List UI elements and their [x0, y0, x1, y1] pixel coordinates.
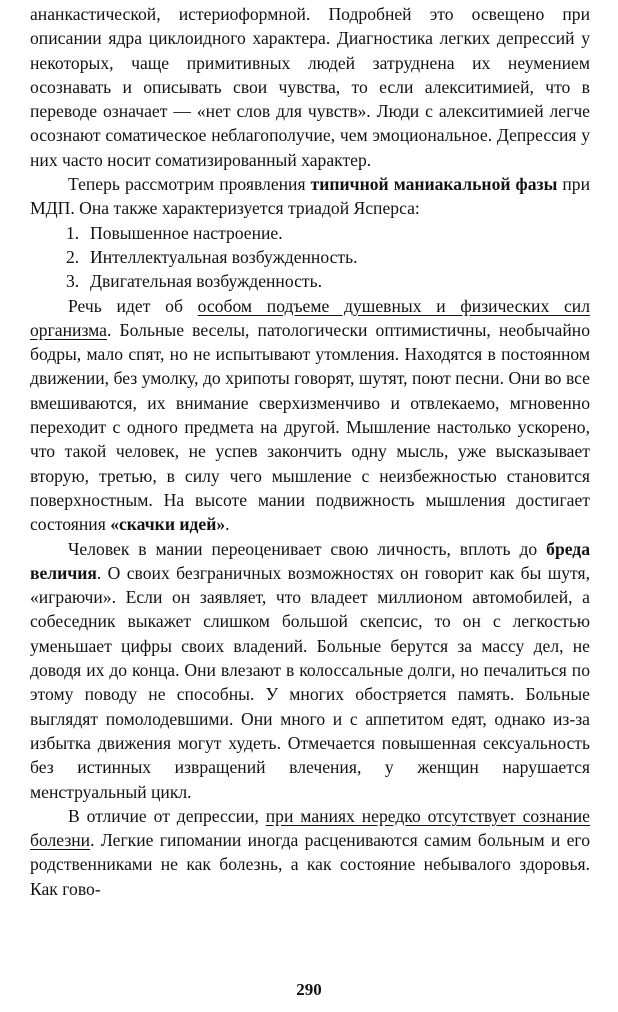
paragraph-6-underline: при маниях нередко отсутствует сознание болезни — [30, 805, 590, 851]
list-item-number: 1. — [66, 222, 80, 243]
list-item-number: 2. — [66, 246, 80, 267]
list-item — [66, 245, 590, 269]
paragraph-4 — [30, 294, 590, 537]
page-number: 290 — [296, 980, 322, 999]
paragraph-2 — [30, 172, 590, 221]
paragraph-4-mid: . Больные веселы, патологически оптимистичны, необычайно бодры, мало спят, но не испытывают утомления. Находятся в постоянном движении, без умолку, до хрипоты говорят, шутят, поют песни. Они во все вмешиваются, их внимание сверхизменчиво и отвлекаемо, мгновенно переходит с одного предмета на другой. Мышление настолько ускорено, что такой человек, не успев закончить одну мысль, уже высказывает вторую, третью, в силу чего мышление с неизбежностью становится поверхностным. На высоте мании подвижность мышления достигает состояния — [30, 319, 590, 535]
paragraph-5-bold: бреда величия — [30, 538, 590, 583]
paragraph-6 — [30, 804, 590, 901]
paragraph-4-bold: «скачки идей» — [110, 514, 226, 535]
list-item — [66, 221, 590, 245]
paragraph-6-pre: В отличие от депрессии, — [68, 805, 266, 826]
paragraph-2-post: при МДП. Она также характеризуется триадой Ясперса: — [30, 174, 591, 219]
paragraph-5-post: . О своих безграничных возможностях он говорит как бы шутя, «играючи». Если он заявляет, что владеет миллионом автомобилей, а собеседник выкажет слишком большой скепсис, то он с легкостью уменьшает цифры своих владений. Больные берутся за массу дел, не доводя их до конца. Они влезают в колоссальные долги, но печалиться по этому поводу не способны. У многих обостряется память. Больные выглядят помолодевшими. Они много и с аппетитом едят, однако из-за избытка движения могут худеть. Отмечается повышенная сексуальность без истинных извращений влечения, у женщин нарушается менструальный цикл. — [30, 562, 590, 802]
paragraph-2-bold: типичной маниакальной фазы — [310, 174, 558, 195]
paragraph-4-pre: Речь идет об — [68, 295, 198, 316]
paragraph-2-pre: Теперь рассмотрим проявления — [68, 174, 311, 195]
paragraph-5-pre: Человек в мании переоценивает свою личность, вплоть до — [68, 538, 547, 559]
paragraph-4-underline: особом подъеме душевных и физических сил организма — [30, 295, 590, 340]
list-item — [66, 269, 590, 293]
paragraph-6-post: . Легкие гипомании иногда расцениваются самим больным и его родственниками не как болезнь, а как состояние небывалого здоровья. Как гово- — [30, 830, 590, 899]
paragraph-4-post: . — [225, 514, 230, 535]
page-body — [30, 2, 590, 901]
list-item-text: Двигательная возбужденность. — [90, 271, 322, 292]
list-item-number: 3. — [66, 271, 80, 292]
jaspers-triad-list — [30, 221, 590, 294]
paragraph-5 — [30, 537, 590, 804]
list-item-text: Повышенное настроение. — [90, 222, 283, 243]
list-item-text: Интеллектуальная возбужденность. — [90, 246, 358, 267]
paragraph-1: ананкастической, истериоформной. Подробней это освещено при описании ядра циклоидного характера. Диагностика легких депрессий у некоторых, чаще примитивных людей затруднена их неумением осознавать и описывать свои чувства, то если алекситимией, что в переводе означает — «нет слов для чувств». Люди с алекситимией легче осознают соматическое неблагополучие, чем эмоциональное. Депрессия у них часто носит соматизированный характер. — [30, 4, 590, 170]
